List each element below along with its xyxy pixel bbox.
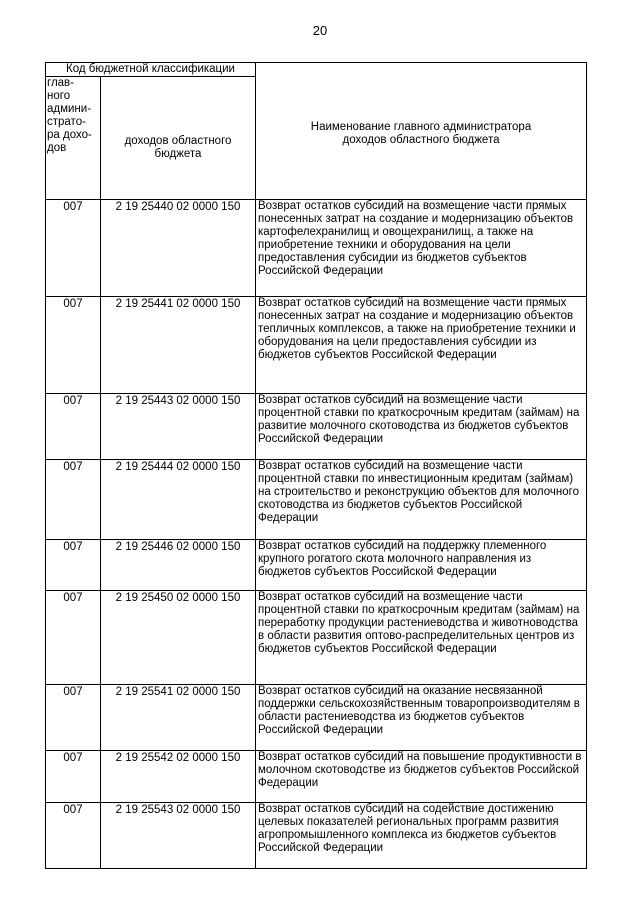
- header-regional-income: [101, 77, 256, 200]
- cell-income-name: Возврат остатков субсидий на оказание несвязанной поддержки сельскохозяйственным товаропроизводителям в области растениеводства из бюджетов субъектов Российской Федерации: [256, 685, 587, 751]
- table-row: [46, 540, 587, 591]
- cell-admin-code: 007: [46, 803, 101, 869]
- table-body: [46, 200, 587, 869]
- budget-classification-table: [45, 62, 587, 869]
- page-number: 20: [312, 23, 328, 38]
- cell-admin-code: 007: [46, 200, 101, 297]
- table-row: [46, 591, 587, 685]
- table-row: [46, 394, 587, 460]
- table-row: [46, 803, 587, 869]
- table-row: [46, 200, 587, 297]
- cell-admin-code: 007: [46, 460, 101, 540]
- cell-income-code: 2 19 25441 02 0000 150: [101, 297, 256, 394]
- cell-income-code: 2 19 25450 02 0000 150: [101, 591, 256, 685]
- cell-income-code: 2 19 25446 02 0000 150: [101, 540, 256, 591]
- header-main-administrator: глав- ного админи- страто- ра дохо- дов: [46, 77, 101, 200]
- cell-income-code: 2 19 25444 02 0000 150: [101, 460, 256, 540]
- table-row: [46, 751, 587, 803]
- cell-income-name: Возврат остатков субсидий на возмещение части прямых понесенных затрат на создание и модернизацию объектов тепличных комплексов, а также на приобретение техники и оборудования на цели предоставления субсидии из бюджетов субъектов Российской Федерации: [256, 297, 587, 394]
- table-row: [46, 460, 587, 540]
- table-row: [46, 297, 587, 394]
- header-budget-classification-code: Код бюджетной классификации: [46, 63, 256, 77]
- cell-admin-code: 007: [46, 751, 101, 803]
- cell-income-name: Возврат остатков субсидий на повышение продуктивности в молочном скотоводстве из бюджетов субъектов Российской Федерации: [256, 751, 587, 803]
- cell-income-code: 2 19 25543 02 0000 150: [101, 803, 256, 869]
- table-header-row-group: [46, 63, 587, 77]
- cell-income-name: Возврат остатков субсидий на содействие достижению целевых показателей региональных программ развития агропромышленного комплекса из бюджетов субъектов Российской Федерации: [256, 803, 587, 869]
- table-row: [46, 685, 587, 751]
- cell-income-code: 2 19 25443 02 0000 150: [101, 394, 256, 460]
- cell-income-code: 2 19 25541 02 0000 150: [101, 685, 256, 751]
- header-administrator-name-text: Наименование главного администратора доходов областного бюджета: [310, 121, 532, 146]
- header-regional-income-text: доходов областного бюджета: [124, 135, 232, 160]
- cell-income-code: 2 19 25542 02 0000 150: [101, 751, 256, 803]
- cell-income-name: Возврат остатков субсидий на возмещение части процентной ставки по инвестиционным кредитам (займам) на строительство и реконструкцию объектов для молочного скотоводства из бюджетов субъектов Российской Федерации: [256, 460, 587, 540]
- cell-income-name: Возврат остатков субсидий на поддержку племенного крупного рогатого скота молочного направления из бюджетов субъектов Российской Федерации: [256, 540, 587, 591]
- cell-admin-code: 007: [46, 685, 101, 751]
- cell-admin-code: 007: [46, 394, 101, 460]
- cell-admin-code: 007: [46, 540, 101, 591]
- header-administrator-name: [256, 63, 587, 200]
- cell-income-name: Возврат остатков субсидий на возмещение части прямых понесенных затрат на создание и модернизацию объектов картофелехранилищ и овощехранилищ, а также на приобретение техники и оборудования на цели предоставления субсидии из бюджетов субъектов Российской Федерации: [256, 200, 587, 297]
- cell-admin-code: 007: [46, 297, 101, 394]
- cell-admin-code: 007: [46, 591, 101, 685]
- cell-income-name: Возврат остатков субсидий на возмещение части процентной ставки по краткосрочным кредитам (займам) на развитие молочного скотоводства из бюджетов субъектов Российской Федерации: [256, 394, 587, 460]
- cell-income-code: 2 19 25440 02 0000 150: [101, 200, 256, 297]
- cell-income-name: Возврат остатков субсидий на возмещение части процентной ставки по краткосрочным кредитам (займам) на переработку продукции растениеводства и животноводства в области развития оптово-распределительных центров из бюджетов субъектов Российской Федерации: [256, 591, 587, 685]
